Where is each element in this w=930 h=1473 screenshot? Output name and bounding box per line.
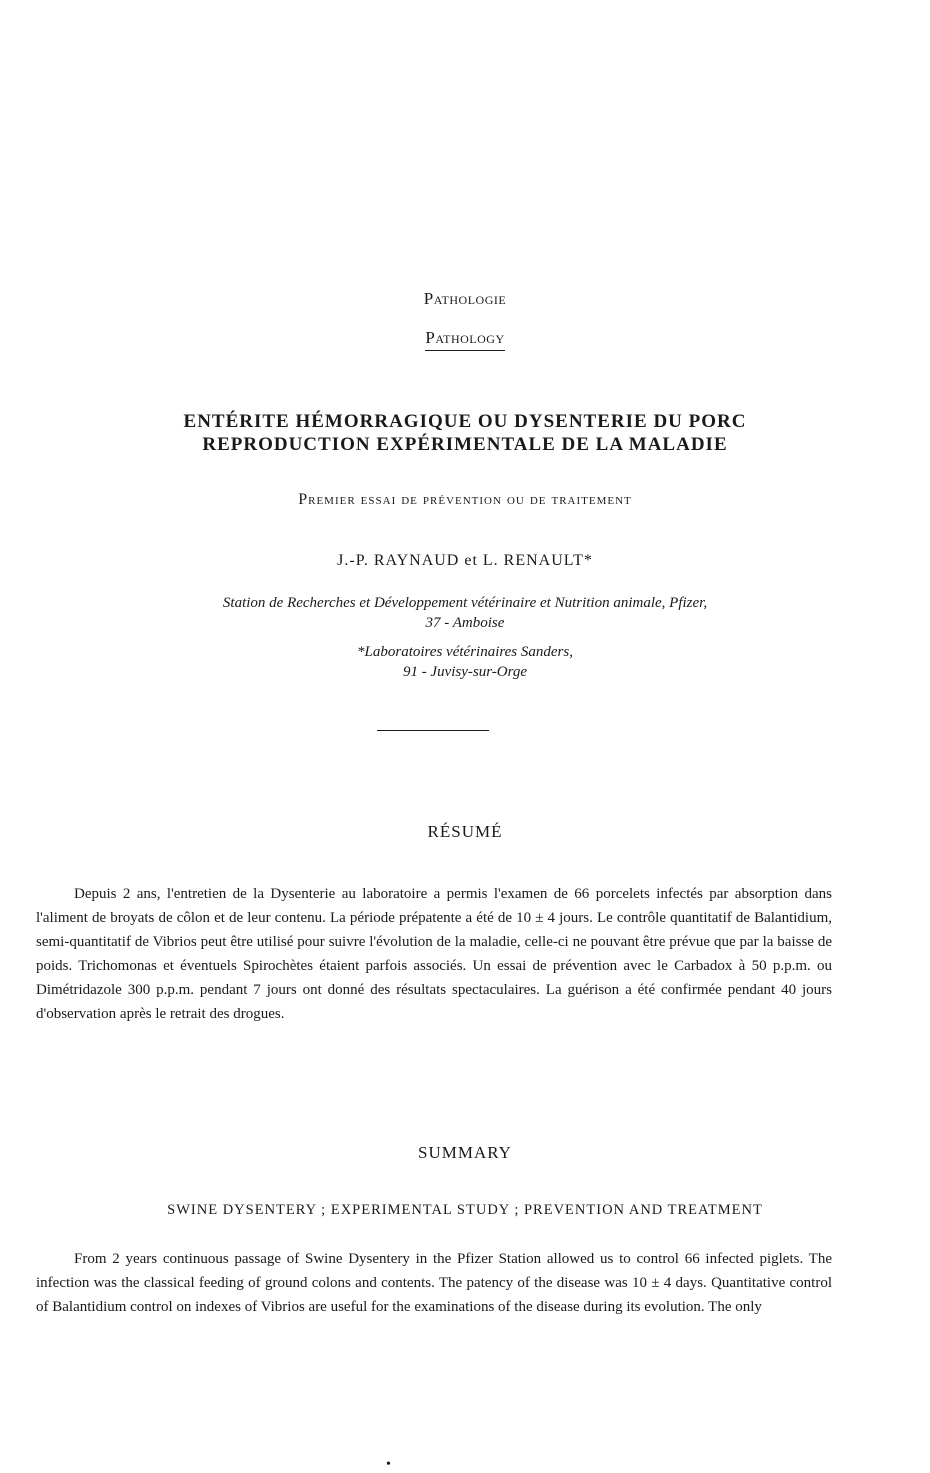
article-subtitle: Premier essai de prévention ou de traitement (298, 491, 632, 508)
article-title-line-2: REPRODUCTION EXPÉRIMENTALE DE LA MALADIE (202, 434, 728, 455)
section-label-en-text: Pathology (425, 328, 504, 351)
summary-heading: SUMMARY (418, 1143, 512, 1162)
summary-paragraph: From 2 years continuous passage of Swine Dysentery in the Pfizer Station allowed us to control 66 infected piglets. The infection was the classical feeding of ground colons and contents. The patency of the disease was 10 ± 4 days. Quantitative control of Balantidium control on indexes of Vibrios are useful for the examinations of the disease during its evolution. The only (36, 1251, 832, 1315)
summary-subtitle: SWINE DYSENTERY ; EXPERIMENTAL STUDY ; PREVENTION AND TREATMENT (167, 1202, 763, 1218)
article-title-line-1: ENTÉRITE HÉMORRAGIQUE OU DYSENTERIE DU PORC (183, 411, 747, 432)
resume-heading: RÉSUMÉ (427, 822, 503, 841)
affiliation-line-3: *Laboratoires vétérinaires Sanders, (357, 644, 573, 660)
page-mark: • (386, 1457, 391, 1472)
resume-paragraph: Depuis 2 ans, l'entretien de la Dysenterie au laboratoire a permis l'examen de 66 porcelets infectés par absorption dans l'aliment de broyats de côlon et de leur contenu. La période prépatente a été de 10 ± 4 jours. Le contrôle quantitatif de Balantidium, semi-quantitatif de Vibrios peut être utilisé pour suivre l'évolution de la maladie, celle-ci ne pouvant être prévue que par la baisse de poids. Trichomonas et éventuels Spirochètes étaient parfois associés. Un essai de prévention avec le Carbadox à 50 p.p.m. ou Dimétridazole 300 p.p.m. pendant 7 jours ont donné des résultats spectaculaires. La guérison a été confirmée pendant 40 jours d'observation après le retrait des drogues. (36, 886, 832, 1022)
section-label-fr: Pathologie (423, 289, 507, 308)
affiliation-line-1: Station de Recherches et Développement vétérinaire et Nutrition animale, Pfizer, (222, 595, 708, 611)
separator-rule (377, 730, 489, 731)
affiliation-line-4: 91 - Juvisy-sur-Orge (402, 664, 528, 680)
authors: J.-P. RAYNAUD et L. RENAULT* (337, 552, 593, 569)
affiliation-line-2: 37 - Amboise (425, 615, 505, 631)
section-label-en (0, 328, 930, 348)
